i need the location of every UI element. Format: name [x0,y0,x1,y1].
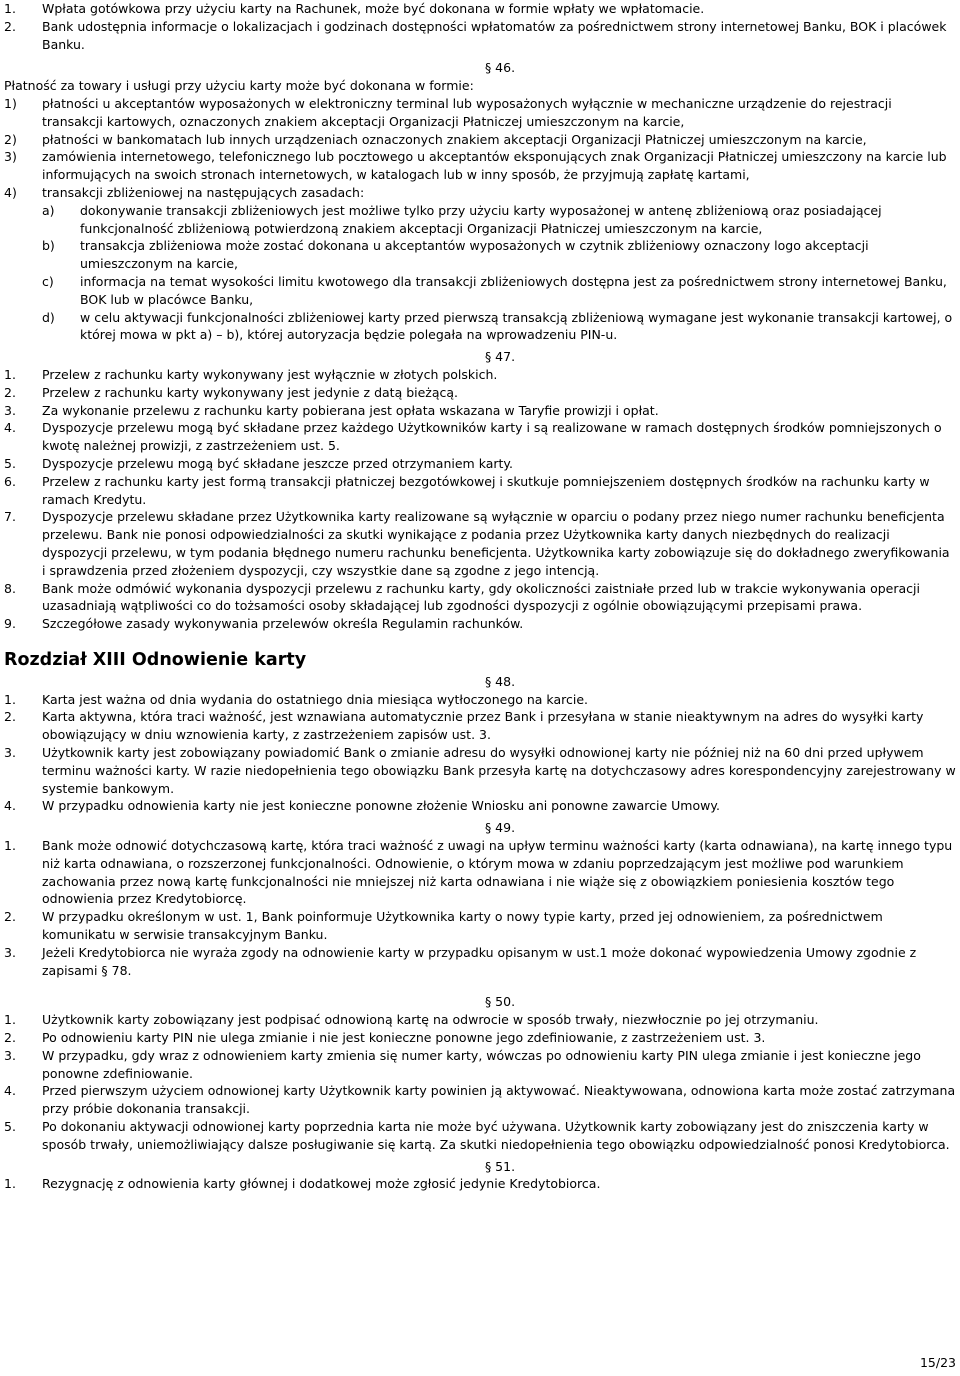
page-number: 15/23 [919,1355,956,1370]
item-text: Wpłata gotówkowa przy użyciu karty na Rachunek, może być dokonana w formie wpłaty we wpłatomacie. [42,1,705,16]
item-text: W przypadku odnowienia karty nie jest konieczne ponowne złożenie Wniosku ani ponowne zawarcie Umowy. [42,798,720,814]
document-page [4,0,956,1193]
section-51-title: § 51. [484,1158,516,1174]
item-text: Rezygnację z odnowienia karty głównej i dodatkowej może zgłosić jedynie Kredytobiorca. [42,1176,601,1192]
sublist-item [42,273,956,309]
item-number: 4. [4,798,16,814]
item-number: 4. [4,420,16,436]
sublist-item [42,309,956,345]
sublist-item [42,202,956,238]
item-text: Po odnowieniu karty PIN nie ulega zmianie i nie jest konieczne ponowne jego zdefiniowanie, z zastrzeżeniem ust. 3. [42,1030,766,1046]
list-item [4,0,956,18]
item-number: 2. [4,709,16,725]
list-item [4,691,956,709]
item-number: 4) [4,184,17,200]
subitem-text: transakcja zbliżeniowa może zostać dokonana u akceptantów wyposażonych w czytnik zbliżeniowy oznaczony logo akceptacji umieszczonym na karcie, [80,238,869,272]
list-item [4,366,956,384]
list-item [4,419,956,455]
list-item [4,1118,956,1154]
item-text: Przed pierwszym użyciem odnowionej karty Użytkownik karty powinien ją aktywować. Nieaktywowana, odnowiona karta może zostać zatrzymana przy próbie dokonania transakcji. [42,1083,956,1117]
list-item [4,402,956,420]
list-item [4,473,956,509]
subitem-text: informacja na temat wysokości limitu kwotowego dla transakcji zbliżeniowych dostępna jest za pośrednictwem strony internetowej Banku, BOK lub w placówce Banku, [80,273,947,307]
subitem-letter: d) [42,309,55,325]
item-number: 8. [4,580,16,596]
item-number: 1. [4,838,16,854]
item-text: W przypadku, gdy wraz z odnowieniem karty zmienia się numer karty, wówczas po odnowieniu karty PIN ulega zmianie i jest konieczne jego ponowne zdefiniowanie. [42,1047,921,1081]
sublist-46-4 [42,202,956,344]
list-item [4,95,956,131]
subitem-letter: c) [42,273,54,289]
item-number: 2. [4,909,16,925]
item-text: Dyspozycje przelewu mogą być składane przez każdego Użytkowników karty i są realizowane w ramach dostępnych środków pomniejszonych o kwotę należnej prowizji, z zastrzeżeniem ust. 5. [42,420,942,454]
item-text: Przelew z rachunku karty wykonywany jest wyłącznie w złotych polskich. [42,366,498,382]
list-50 [4,1011,956,1153]
item-number: 6. [4,473,16,489]
item-number: 1. [4,1012,16,1028]
item-number: 7. [4,509,16,525]
item-text: Bank udostępnia informacje o lokalizacjach i godzinach dostępności wpłatomatów za pośrednictwem strony internetowej Banku, BOK i placówek Banku. [42,18,947,52]
item-text: Karta jest ważna od dnia wydania do ostatniego dnia miesiąca wytłoczonego na karcie. [42,691,588,707]
list-item [4,18,956,54]
section-48-title: § 48. [484,673,516,689]
list-item [4,131,956,149]
item-text: Użytkownik karty jest zobowiązany powiadomić Bank o zmianie adresu do wysyłki odnowionej karty nie później niż na 60 dni przed upływem terminu ważności karty. W razie niedopełnienia tego obowiązku Bank przesyła kartę na dotychczasowy adres korespondencyjny zarejestrowany w systemie bankowym. [42,745,956,796]
item-text: Po dokonaniu aktywacji odnowionej karty poprzednia karta nie może być używana. Użytkownik karty zobowiązany jest do zniszczenia karty w sposób trwały, uniemożliwiający dalsze posługiwanie się kartą. Za skutki niedopełnienia tego obowiązku odpowiedzialność ponosi Kredytobiorca. [42,1119,950,1152]
item-text: Za wykonanie przelewu z rachunku karty pobierana jest opłata wskazana w Taryfie prowizji i opłat. [42,402,659,418]
subitem-letter: a) [42,202,55,218]
list-49 [4,837,956,979]
section-46-title: § 46. [484,60,516,76]
item-text: Jeżeli Kredytobiorca nie wyraża zgody na odnowienie karty w przypadku opisanym w ust.1 może dokonać wypowiedzenia Umowy zgodnie z zapisami § 78. [42,944,917,978]
list-47 [4,366,956,633]
list-item [4,1029,956,1047]
item-number: 5. [4,455,16,471]
item-text: Użytkownik karty zobowiązany jest podpisać odnowioną kartę na odwrocie w sposób trwały, niezwłocznie po jej otrzymaniu. [42,1012,819,1028]
list-item [4,1047,956,1083]
list-item [4,908,956,944]
item-text: płatności w bankomatach lub innych urządzeniach oznaczonych znakiem akceptacji Organizacji Płatniczej umieszczonym na karcie, [42,131,867,147]
item-text: transakcji zbliżeniowej na następujących zasadach: [42,184,365,200]
list-item [4,184,956,344]
item-text: Dyspozycje przelewu składane przez Użytkownika karty realizowane są wyłącznie w oparciu o podany przez niego numer rachunku beneficjenta przelewu. Bank nie ponosi odpowiedzialności za skutki wynikające z podania przez Użytkownika karty danych niezbędnych do realizacji dyspozycji przelewu, w tym podania błędnego numeru rachunku beneficjenta. Użytkownika karty zobowiązuje się do dokładnego zweryfikowania i sprawdzenia przed złożeniem dyspozycji, czy wszystkie dane są zgodne z jego intencją. [42,509,950,578]
item-text: Szczegółowe zasady wykonywania przelewów określa Regulamin rachunków. [42,616,524,632]
item-number: 3. [4,1047,16,1063]
item-text: Dyspozycje przelewu mogą być składane jeszcze przed otrzymaniem karty. [42,455,514,471]
chapter-heading: Rozdział XIII Odnowienie karty [4,649,307,670]
list-item [4,508,956,579]
section-46-intro: Płatność za towary i usługi przy użyciu karty może być dokonana w formie: [4,78,474,94]
item-number: 3) [4,149,17,165]
subitem-text: w celu aktywacji funkcjonalności zbliżeniowej karty przed pierwszą transakcją zbliżeniową wymagane jest wykonanie transakcji kartowej, o której mowa w pkt a) – b), której autoryzacja będzie polegała na wprowadzeniu PIN-u. [80,309,953,343]
item-number: 3. [4,745,16,761]
item-number: 1. [4,1,16,16]
sublist-item [42,237,956,273]
item-text: zamówienia internetowego, telefonicznego lub pocztowego u akceptantów eksponujących znak Organizacji Płatniczej umieszczony na karcie lub informujących na swoich stronach internetowych, w katalogach lub w inny sposób, że przyjmują zapłatę kartami, [42,149,947,183]
section-47-title: § 47. [484,349,516,365]
section-50-title: § 50. [484,994,516,1010]
subitem-letter: b) [42,238,55,254]
item-number: 1. [4,691,16,707]
list-item [4,1011,956,1029]
item-text: płatności u akceptantów wyposażonych w elektroniczny terminal lub wyposażonych wyłącznie w mechaniczne urządzenie do rejestracji transakcji kartowych, oznaczonych znakiem akceptacji Organizacji Płatniczej umieszczonym na karcie, [42,95,892,129]
item-number: 2. [4,384,16,400]
list-item [4,708,956,744]
item-text: Karta aktywna, która traci ważność, jest wznawiana automatycznie przez Bank i przesyłana w stanie nieaktywnym na adres do wysyłki karty obowiązujący w dniu wznowienia karty, z zastrzeżeniem zapisów ust. 3. [42,709,924,743]
item-text: Bank może odnowić dotychczasową kartę, która traci ważność z uwagi na upływ terminu ważności karty (karta odnawiana), na kartę innego typu niż karta odnawiana, o rozszerzonej funkcjonalności. Odnowienie, o którym mowa w zdaniu poprzedzającym jest możliwe pod warunkiem zachowania przez nową kartę funkcjonalności nie mniejszej niż karta odnawiana i nie wiąże się z obowiązkiem poniesienia kosztów tego odnowienia przez Kredytobiorcę. [42,838,953,907]
item-number: 1) [4,95,17,111]
list-item [4,837,956,908]
list-item [4,1082,956,1118]
item-text: Przelew z rachunku karty wykonywany jest jedynie z datą bieżącą. [42,384,459,400]
list-51 [4,1175,956,1193]
item-number: 3. [4,944,16,960]
item-number: 1. [4,366,16,382]
item-number: 5. [4,1119,16,1135]
item-number: 2) [4,131,17,147]
list-item [4,615,956,633]
item-number: 3. [4,402,16,418]
list-item [4,944,956,980]
list-item [4,1175,956,1193]
item-number: 9. [4,616,16,632]
list-46 [4,95,956,344]
list-item [4,384,956,402]
list-48 [4,691,956,816]
list-top [4,0,956,53]
list-item [4,580,956,616]
item-number: 2. [4,18,16,34]
section-49-title: § 49. [484,820,516,836]
item-text: Bank może odmówić wykonania dyspozycji przelewu z rachunku karty, gdy okoliczności zaistniałe przed lub w trakcie wykonywania operacji uzasadniają wątpliwości co do tożsamości osoby składającej lub zgodności dyspozycji z ogólnie obowiązującymi przepisami prawa. [42,580,920,614]
item-text: W przypadku określonym w ust. 1, Bank poinformuje Użytkownika karty o nowy typie karty, przed jej odnowieniem, za pośrednictwem komunikatu w serwisie transakcyjnym Banku. [42,909,883,943]
item-number: 1. [4,1176,16,1192]
list-item [4,148,956,184]
list-item [4,455,956,473]
subitem-text: dokonywanie transakcji zbliżeniowych jest możliwe tylko przy użyciu karty wyposażonej w antenę zbliżeniową oraz posiadającej funkcjonalność zbliżeniową potwierdzoną znakiem akceptacji Organizacji Płatniczej umieszczonym na karcie, [80,202,882,236]
item-text: Przelew z rachunku karty jest formą transakcji płatniczej bezgotówkowej i skutkuje pomniejszeniem dostępnych środków na rachunku karty w ramach Kredytu. [42,473,930,507]
list-item [4,797,956,815]
list-item [4,744,956,797]
item-number: 4. [4,1083,16,1099]
item-number: 2. [4,1030,16,1046]
